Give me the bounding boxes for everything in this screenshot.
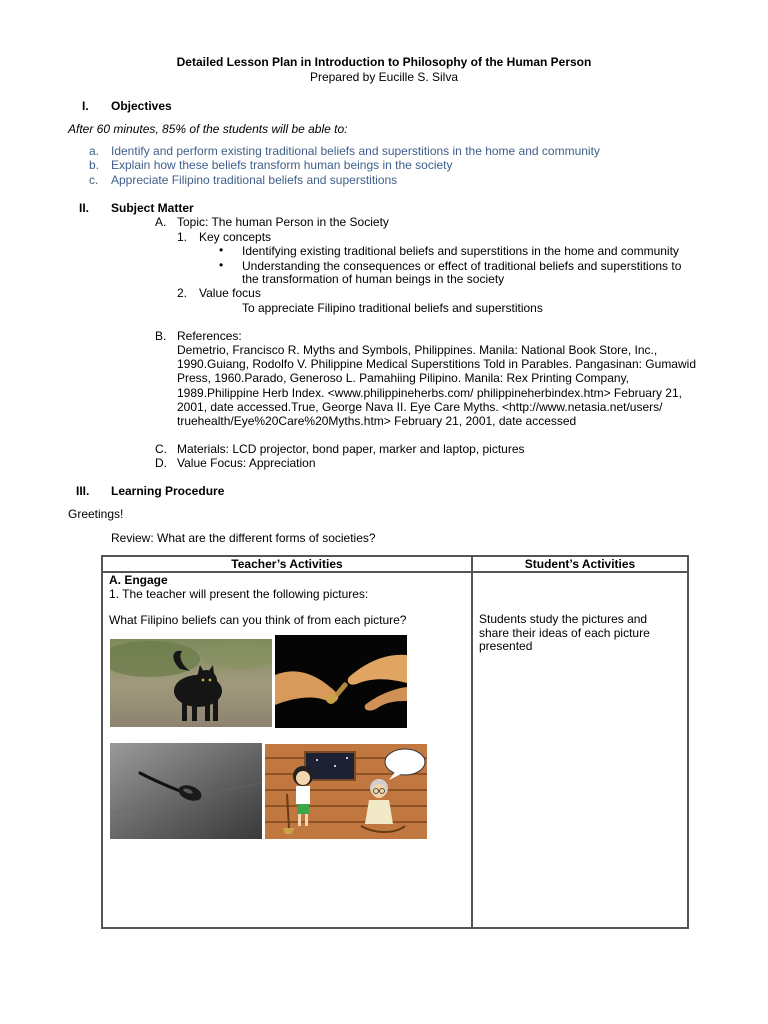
student-activities-cell: [472, 572, 688, 928]
reference-line: 1990.Guiang, Rodolfo V. Philippine Medical Superstitions Told in Parables. Pangasinan: Gumawid: [177, 357, 696, 371]
reference-line: 2001, date accessed.True, George Nava II. Eye Care Myths. <http://www.netasia.net/users/: [177, 400, 663, 414]
black-cat-picture: [110, 639, 272, 727]
engage-step: 1. The teacher will present the following pictures:: [109, 587, 369, 601]
section-heading-procedure: Learning Procedure: [111, 484, 225, 498]
materials-text: Materials: LCD projector, bond paper, marker and laptop, pictures: [177, 442, 525, 456]
hands-key-picture: [275, 635, 407, 728]
spoon-picture: [110, 743, 262, 839]
prepared-by: Prepared by Eucille S. Silva: [309, 70, 459, 84]
objective-item: Appreciate Filipino traditional beliefs and superstitions: [111, 173, 398, 187]
teacher-activities-cell: [102, 572, 472, 928]
section-number-objectives: I.: [82, 99, 89, 113]
value-focus-number: 2.: [177, 286, 188, 300]
section-heading-subject: Subject Matter: [111, 201, 194, 215]
objective-letter: c.: [89, 173, 99, 187]
key-concept-item: Identifying existing traditional beliefs and superstitions in the home and community: [242, 244, 679, 258]
objective-letter: b.: [89, 158, 100, 172]
objective-item: Identify and perform existing traditional beliefs and superstitions in the home and community: [111, 144, 600, 158]
topic-text: Topic: The human Person in the Society: [177, 215, 389, 229]
cartoon-girl-grandmother-picture: [265, 744, 427, 839]
topic-letter: A.: [155, 215, 167, 229]
column-header-teacher: Teacher’s Activities: [102, 556, 472, 572]
engage-heading: A. Engage: [109, 573, 168, 587]
greeting-text: Greetings!: [68, 507, 124, 521]
reference-line: truehealth/Eye%20Care%20Myths.htm> February 21, 2001, date accessed: [177, 414, 577, 428]
bullet-icon: •: [219, 258, 224, 272]
objective-item: Explain how these beliefs transform human beings in the society: [111, 158, 453, 172]
page-title: Detailed Lesson Plan in Introduction to Philosophy of the Human Person: [176, 55, 592, 69]
student-activity-line: presented: [479, 639, 533, 653]
student-activity-line: Students study the pictures and: [479, 612, 648, 626]
activities-table: [101, 555, 689, 929]
references-label: References:: [177, 329, 242, 343]
section-number-procedure: III.: [76, 484, 90, 498]
value-focus-text: To appreciate Filipino traditional beliefs and superstitions: [242, 301, 543, 315]
section-number-subject: II.: [79, 201, 90, 215]
value-focus-d-letter: D.: [155, 456, 167, 470]
review-question: Review: What are the different forms of societies?: [111, 531, 376, 545]
objective-letter: a.: [89, 144, 100, 158]
references-letter: B.: [155, 329, 167, 343]
student-activity-line: share their ideas of each picture: [479, 626, 650, 640]
materials-letter: C.: [155, 442, 167, 456]
key-concept-item: Understanding the consequences or effect of traditional beliefs and superstitions to: [242, 259, 682, 273]
column-header-student: Student’s Activities: [472, 556, 688, 572]
key-concepts-number: 1.: [177, 230, 188, 244]
value-focus-d-text: Value Focus: Appreciation: [177, 456, 316, 470]
value-focus-label: Value focus: [199, 286, 261, 300]
section-heading-objectives: Objectives: [111, 99, 172, 113]
reference-line: Demetrio, Francisco R. Myths and Symbols, Philippines. Manila: National Book Store, Inc.,: [177, 343, 658, 357]
objectives-intro: After 60 minutes, 85% of the students will be able to:: [68, 122, 348, 136]
engage-question: What Filipino beliefs can you think of from each picture?: [109, 613, 407, 627]
reference-line: 1989.Philippine Herb Index. <www.philippineherbs.com/ philippineherbindex.htm> February 21,: [177, 386, 682, 400]
reference-line: Press, 1960.Parado, Generoso L. Pamahiing Pilipino. Manila: Rex Printing Company,: [177, 371, 630, 385]
key-concept-item-continued: the transformation of human beings in the society: [242, 272, 505, 286]
bullet-icon: •: [219, 243, 224, 257]
key-concepts-label: Key concepts: [199, 230, 272, 244]
